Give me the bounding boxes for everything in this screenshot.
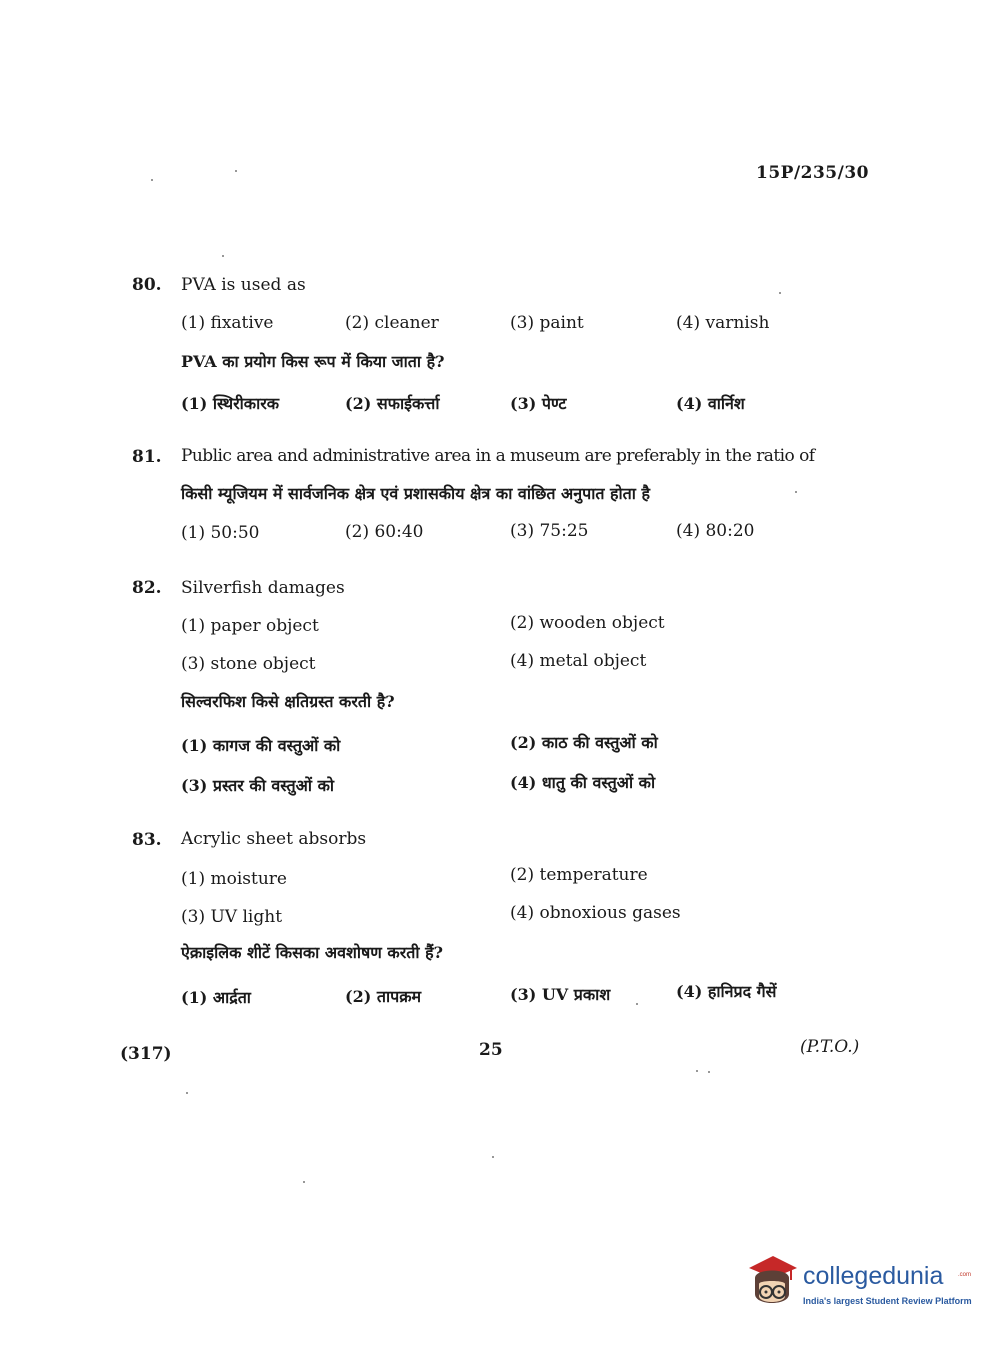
option-2-en[interactable]: (2) cleaner — [345, 313, 439, 333]
option-2[interactable]: (2) 60:40 — [345, 522, 424, 542]
logo-tagline: India's largest Student Review Platform — [803, 1296, 972, 1306]
question-text-hi: सिल्वरफिश किसे क्षतिग्रस्त करती है? — [181, 692, 395, 711]
question-text-en: Silverfish damages — [181, 578, 345, 598]
option-2-hi[interactable]: (2) काठ की वस्तुओं को — [510, 733, 658, 752]
option-1-en[interactable]: (1) paper object — [181, 616, 319, 636]
option-2-en[interactable]: (2) wooden object — [510, 613, 665, 633]
paper-code: 15P/235/30 — [756, 163, 870, 183]
option-1[interactable]: (1) 50:50 — [181, 523, 260, 543]
question-number: 80. — [132, 275, 162, 295]
question-text-hi: किसी म्यूजियम में सार्वजनिक क्षेत्र एवं प्रशासकीय क्षेत्र का वांछित अनुपात होता है — [181, 484, 651, 503]
collegedunia-logo — [743, 1250, 973, 1320]
question-number: 83. — [132, 830, 162, 850]
option-3-en[interactable]: (3) UV light — [181, 907, 283, 927]
option-4-en[interactable]: (4) obnoxious gases — [510, 903, 681, 923]
booklet-number: (317) — [120, 1044, 172, 1064]
question-text-en: Acrylic sheet absorbs — [181, 829, 367, 849]
option-4[interactable]: (4) 80:20 — [676, 521, 755, 541]
question-text-en: Public area and administrative area in a museum are preferably in the ratio of — [181, 446, 815, 466]
option-4-hi[interactable]: (4) धातु की वस्तुओं को — [510, 773, 656, 792]
option-3-hi[interactable]: (3) UV प्रकाश — [510, 985, 611, 1004]
option-1-hi[interactable]: (1) आर्द्रता — [181, 988, 251, 1007]
pto-label: (P.T.O.) — [800, 1037, 860, 1057]
option-4-hi[interactable]: (4) हानिप्रद गैसें — [676, 982, 777, 1001]
option-3-hi[interactable]: (3) प्रस्तर की वस्तुओं को — [181, 776, 335, 795]
mascot-icon — [743, 1250, 801, 1316]
option-1-en[interactable]: (1) moisture — [181, 869, 287, 889]
option-4-en[interactable]: (4) metal object — [510, 651, 647, 671]
question-number: 81. — [132, 447, 162, 467]
option-2-hi[interactable]: (2) तापक्रम — [345, 987, 422, 1006]
logo-dotcom: .com — [958, 1272, 972, 1278]
option-1-en[interactable]: (1) fixative — [181, 313, 274, 333]
question-text-hi: PVA का प्रयोग किस रूप में किया जाता है? — [181, 352, 445, 371]
option-1-hi[interactable]: (1) स्थिरीकारक — [181, 394, 280, 413]
page-number: 25 — [479, 1040, 503, 1060]
option-2-en[interactable]: (2) temperature — [510, 865, 648, 885]
option-3-en[interactable]: (3) paint — [510, 313, 584, 333]
option-3[interactable]: (3) 75:25 — [510, 521, 589, 541]
logo-wordmark: collegedunia — [803, 1262, 944, 1290]
option-3-en[interactable]: (3) stone object — [181, 654, 316, 674]
question-text-en: PVA is used as — [181, 275, 306, 295]
question-text-hi: ऐक्राइलिक शीटें किसका अवशोषण करती हैं? — [181, 943, 443, 962]
question-number: 82. — [132, 578, 162, 598]
option-3-hi[interactable]: (3) पेण्ट — [510, 394, 567, 413]
option-2-hi[interactable]: (2) सफाईकर्त्ता — [345, 394, 440, 413]
option-4-hi[interactable]: (4) वार्निश — [676, 394, 745, 413]
option-4-en[interactable]: (4) varnish — [676, 313, 770, 333]
option-1-hi[interactable]: (1) कागज की वस्तुओं को — [181, 736, 341, 755]
